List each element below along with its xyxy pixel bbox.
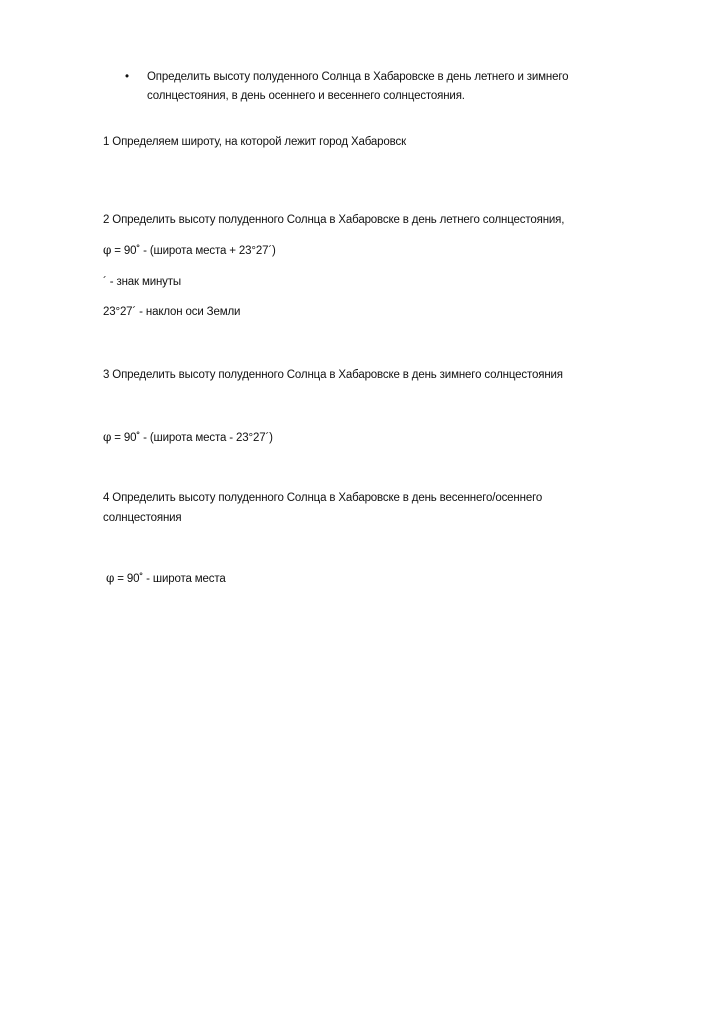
step4-title-2: солнцестояния xyxy=(103,512,182,524)
phi-symbol: φ xyxy=(106,571,115,585)
formula-text: = 90˚ - широта места xyxy=(114,573,226,585)
step2-note-minute: ´ - знак минуты xyxy=(103,276,182,288)
step4-title-1: 4 Определить высоту полуденного Солнца в Хабаровске в день весеннего/осеннего xyxy=(103,492,543,504)
task-line-2: солнцестояния, в день осеннего и весеннего солнцестояния. xyxy=(147,90,465,102)
step3-title: 3 Определить высоту полуденного Солнца в Хабаровске в день зимнего солнцестояния xyxy=(103,369,563,381)
step2-note-axis: 23°27´ - наклон оси Земли xyxy=(103,306,241,318)
step2-title: 2 Определить высоту полуденного Солнца в Хабаровске в день летнего солнцестояния, xyxy=(103,214,565,226)
bullet: • xyxy=(125,71,129,83)
step3-formula xyxy=(103,430,273,445)
phi-symbol: φ xyxy=(103,430,112,444)
formula-text: = 90˚ - (широта места - 23°27´) xyxy=(111,432,273,444)
formula-text: = 90˚ - (широта места + 23°27´) xyxy=(111,245,276,257)
step4-formula xyxy=(106,571,226,586)
step1-text: 1 Определяем широту, на которой лежит город Хабаровск xyxy=(103,136,406,148)
phi-symbol: φ xyxy=(103,243,112,257)
step2-formula xyxy=(103,243,276,258)
task-line-1: Определить высоту полуденного Солнца в Хабаровске в день летнего и зимнего xyxy=(147,71,569,83)
